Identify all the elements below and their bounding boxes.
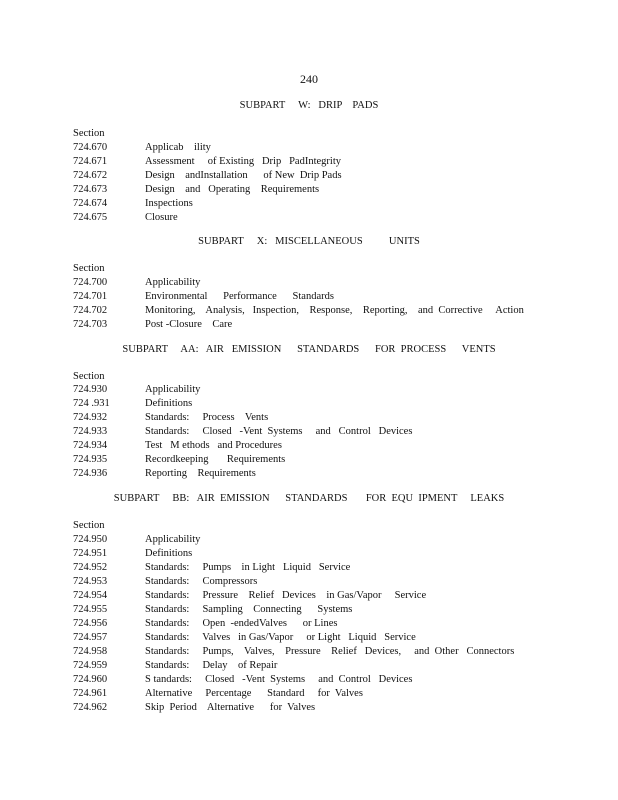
section-title: Alternative Percentage Standard for Valves	[145, 688, 363, 699]
list-item	[0, 562, 618, 576]
section-number: 724.703	[73, 319, 108, 330]
section-title: Recordkeeping Requirements	[145, 454, 286, 465]
list-item	[0, 688, 618, 702]
subpart-title: SUBPART AA: AIR EMISSION STANDARDS FOR PROCESS VENTS	[122, 344, 496, 355]
section-title: Applicability	[145, 277, 201, 288]
section-title: Inspections	[145, 198, 193, 209]
section-number: 724.672	[73, 170, 108, 181]
section-number: 724.675	[73, 212, 108, 223]
list-item	[0, 548, 618, 562]
section-number: 724.959	[73, 660, 108, 671]
section-number: 724.956	[73, 618, 108, 629]
section-title: Standards: Delay of Repair	[145, 660, 278, 671]
section-title: Test M ethods and Procedures	[145, 440, 282, 451]
section-number: 724.952	[73, 562, 108, 573]
list-item	[0, 646, 618, 660]
list-item	[0, 398, 618, 412]
section-title: Standards: Sampling Connecting Systems	[145, 604, 353, 615]
list-item	[0, 468, 618, 482]
list-item	[0, 632, 618, 646]
section-title: Standards: Pumps in Light Liquid Service	[145, 562, 351, 573]
section-label: Section	[73, 371, 105, 382]
section-number: 724.955	[73, 604, 108, 615]
list-item	[0, 412, 618, 426]
list-item	[0, 291, 618, 305]
section-number: 724.670	[73, 142, 108, 153]
section-title: Standards: Process Vents	[145, 412, 269, 423]
section-number: 724.961	[73, 688, 108, 699]
section-title: Monitoring, Analysis, Inspection, Response, Reporting, and Corrective Action	[145, 305, 524, 316]
section-number: 724.935	[73, 454, 108, 465]
list-item	[0, 702, 618, 716]
list-item	[0, 305, 618, 319]
section-number: 724.932	[73, 412, 108, 423]
list-item	[0, 576, 618, 590]
section-title: Design and Operating Requirements	[145, 184, 320, 195]
section-title: Reporting Requirements	[145, 468, 256, 479]
list-item	[0, 198, 618, 212]
section-number: 724.671	[73, 156, 108, 167]
section-title: Standards: Valves in Gas/Vapor or Light Liquid Service	[145, 632, 416, 643]
subpart-title: SUBPART BB: AIR EMISSION STANDARDS FOR EQU IPMENT LEAKS	[113, 493, 505, 504]
list-item	[0, 590, 618, 604]
section-number: 724.934	[73, 440, 108, 451]
list-item	[0, 534, 618, 548]
section-number: 724.962	[73, 702, 108, 713]
section-title: Standards: Compressors	[145, 576, 258, 587]
section-label: Section	[73, 263, 105, 274]
section-number: 724.958	[73, 646, 108, 657]
section-title: Applicab ility	[145, 142, 211, 153]
section-number: 724.951	[73, 548, 108, 559]
section-number: 724.960	[73, 674, 108, 685]
section-number: 724.954	[73, 590, 108, 601]
list-item	[0, 142, 618, 156]
list-item	[0, 212, 618, 226]
section-number: 724.933	[73, 426, 108, 437]
section-title: Standards: Closed -Vent Systems and Control Devices	[145, 426, 413, 437]
section-number: 724.930	[73, 384, 108, 395]
section-title: Definitions	[145, 398, 193, 409]
list-item	[0, 277, 618, 291]
section-number: 724.936	[73, 468, 108, 479]
section-number: 724.701	[73, 291, 108, 302]
section-title: Assessment of Existing Drip PadIntegrity	[145, 156, 341, 167]
section-title: Skip Period Alternative for Valves	[145, 702, 316, 713]
section-title: Environmental Performance Standards	[145, 291, 334, 302]
list-item	[0, 618, 618, 632]
section-title: Closure	[145, 212, 178, 223]
section-title: Design andInstallation of New Drip Pads	[145, 170, 342, 181]
section-number: 724.702	[73, 305, 108, 316]
list-item	[0, 384, 618, 398]
section-number: 724.957	[73, 632, 108, 643]
section-title: Standards: Pumps, Valves, Pressure Relief Devices, and Other Connectors	[145, 646, 515, 657]
section-number: 724.700	[73, 277, 108, 288]
subpart-title: SUBPART W: DRIP PADS	[239, 100, 379, 111]
section-number: 724.950	[73, 534, 108, 545]
section-title: Standards: Open -endedValves or Lines	[145, 618, 338, 629]
list-item	[0, 156, 618, 170]
section-title: Standards: Pressure Relief Devices in Gas/Vapor Service	[145, 590, 427, 601]
page-number: 240	[300, 72, 318, 86]
list-item	[0, 426, 618, 440]
section-label: Section	[73, 128, 105, 139]
section-number: 724 .931	[73, 398, 110, 409]
list-item	[0, 660, 618, 674]
list-item	[0, 454, 618, 468]
list-item	[0, 170, 618, 184]
section-number: 724.953	[73, 576, 108, 587]
section-label: Section	[73, 520, 105, 531]
subpart-title: SUBPART X: MISCELLANEOUS UNITS	[198, 236, 420, 247]
list-item	[0, 319, 618, 333]
section-title: Applicability	[145, 534, 201, 545]
section-title: Applicability	[145, 384, 201, 395]
list-item	[0, 440, 618, 454]
section-title: S tandards: Closed -Vent Systems and Control Devices	[145, 674, 413, 685]
list-item	[0, 604, 618, 618]
section-title: Post -Closure Care	[145, 319, 233, 330]
section-number: 724.674	[73, 198, 108, 209]
list-item	[0, 674, 618, 688]
section-title: Definitions	[145, 548, 193, 559]
list-item	[0, 184, 618, 198]
section-number: 724.673	[73, 184, 108, 195]
